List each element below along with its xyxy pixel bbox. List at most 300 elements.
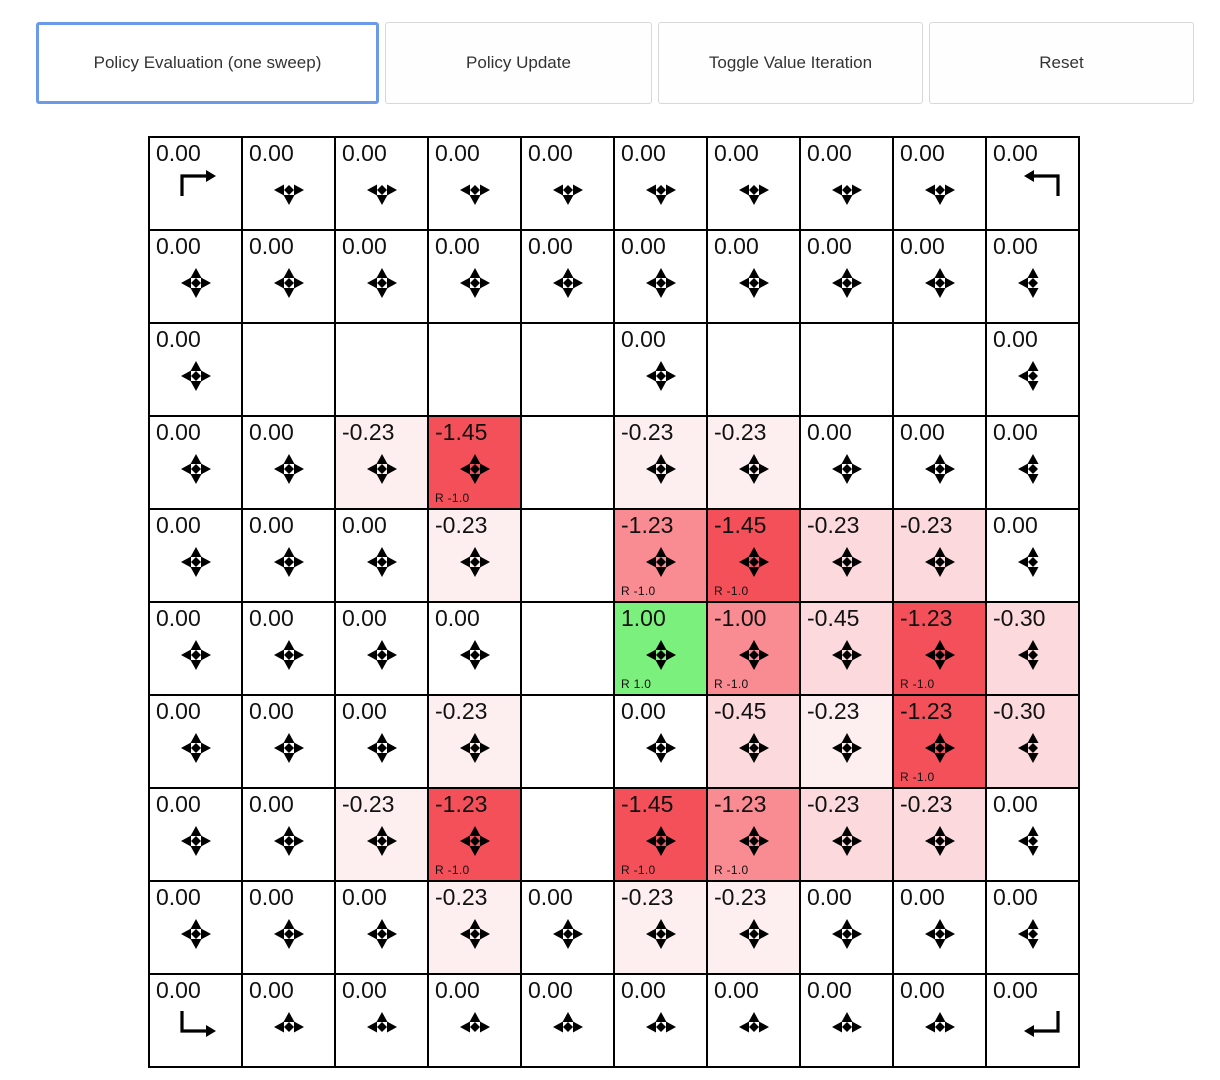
grid-cell[interactable] (149, 695, 242, 788)
policy-arrows-icon (615, 170, 706, 210)
grid-cell[interactable] (800, 230, 893, 323)
grid-row (149, 416, 1079, 509)
policy-arrows-icon (801, 263, 892, 303)
grid-cell-wall (428, 323, 521, 416)
grid-cell[interactable] (800, 416, 893, 509)
cell-value: 0.00 (621, 233, 666, 259)
grid-cell[interactable] (242, 974, 335, 1067)
grid-cell[interactable] (335, 137, 428, 230)
policy-arrows-icon (615, 1007, 706, 1047)
grid-cell[interactable] (800, 695, 893, 788)
cell-value: 0.00 (249, 233, 294, 259)
policy-arrows-icon (243, 821, 334, 861)
policy-arrows-icon (429, 449, 520, 489)
policy-arrows-icon (429, 914, 520, 954)
cell-reward-label: R -1.0 (900, 677, 935, 691)
cell-value: -0.23 (714, 419, 767, 445)
cell-value: 0.00 (900, 977, 945, 1003)
policy-arrows-icon (894, 728, 985, 768)
policy-arrows-icon (522, 263, 613, 303)
cell-value: 0.00 (156, 884, 201, 910)
policy-arrows-icon (894, 542, 985, 582)
grid-cell[interactable] (335, 602, 428, 695)
policy-arrows-icon (429, 1007, 520, 1047)
policy-arrows-icon (336, 1007, 427, 1047)
grid-cell[interactable] (800, 602, 893, 695)
grid-cell[interactable] (242, 788, 335, 881)
policy-update-button[interactable]: Policy Update (385, 22, 652, 104)
gridworld-grid (148, 136, 1080, 1068)
grid-cell[interactable] (986, 137, 1079, 230)
grid-cell[interactable] (614, 509, 707, 602)
grid-row (149, 602, 1079, 695)
policy-arrows-icon (150, 914, 241, 954)
cell-value: 0.00 (156, 326, 201, 352)
grid-cell[interactable] (614, 323, 707, 416)
grid-cell-wall (521, 416, 614, 509)
grid-cell[interactable] (614, 416, 707, 509)
grid-cell[interactable] (428, 137, 521, 230)
grid-cell-wall (521, 695, 614, 788)
policy-arrows-icon (987, 164, 1078, 208)
grid-cell[interactable] (986, 509, 1079, 602)
policy-arrows-icon (894, 914, 985, 954)
grid-cell[interactable] (149, 974, 242, 1067)
grid-cell[interactable] (149, 509, 242, 602)
grid-row (149, 509, 1079, 602)
policy-arrows-icon (429, 170, 520, 210)
policy-arrows-icon (708, 821, 799, 861)
grid-cell[interactable] (335, 974, 428, 1067)
cell-value: 0.00 (807, 977, 852, 1003)
policy-arrows-icon (243, 170, 334, 210)
cell-reward-label: R -1.0 (714, 584, 749, 598)
grid-cell[interactable] (893, 974, 986, 1067)
policy-arrows-icon (615, 542, 706, 582)
policy-arrows-icon (615, 263, 706, 303)
grid-cell[interactable] (149, 323, 242, 416)
policy-arrows-icon (708, 1007, 799, 1047)
grid-cell[interactable] (707, 881, 800, 974)
cell-value: 0.00 (435, 140, 480, 166)
grid-cell[interactable] (335, 788, 428, 881)
cell-value: 0.00 (993, 791, 1038, 817)
grid-row (149, 695, 1079, 788)
policy-arrows-icon (336, 914, 427, 954)
policy-arrows-icon (894, 1007, 985, 1047)
cell-value: 0.00 (528, 233, 573, 259)
policy-arrows-icon (429, 263, 520, 303)
grid-cell[interactable] (521, 137, 614, 230)
grid-cell-wall (521, 602, 614, 695)
cell-value: 0.00 (156, 977, 201, 1003)
grid-cell-wall (521, 788, 614, 881)
policy-arrows-icon (894, 263, 985, 303)
cell-value: -1.45 (714, 512, 767, 538)
cell-value: 0.00 (249, 977, 294, 1003)
cell-value: -0.23 (342, 791, 395, 817)
cell-value: 0.00 (342, 884, 387, 910)
cell-value: 0.00 (993, 419, 1038, 445)
grid-cell[interactable] (521, 230, 614, 323)
policy-arrows-icon (615, 356, 706, 396)
grid-cell[interactable] (893, 509, 986, 602)
policy-arrows-icon (150, 728, 241, 768)
cell-value: 0.00 (528, 884, 573, 910)
grid-cell[interactable] (149, 881, 242, 974)
policy-arrows-icon (429, 635, 520, 675)
cell-value: -1.23 (621, 512, 674, 538)
grid-cell[interactable] (521, 881, 614, 974)
cell-value: -1.00 (714, 605, 767, 631)
policy-arrows-icon (801, 914, 892, 954)
cell-reward-label: R -1.0 (435, 491, 470, 505)
cell-value: -0.23 (900, 512, 953, 538)
policy-arrows-icon (150, 449, 241, 489)
grid-cell[interactable] (707, 509, 800, 602)
policy-arrows-icon (801, 1007, 892, 1047)
cell-value: 0.00 (900, 140, 945, 166)
grid-cell[interactable] (707, 230, 800, 323)
policy-arrows-icon (894, 170, 985, 210)
cell-value: -0.23 (621, 419, 674, 445)
cell-value: 0.00 (249, 140, 294, 166)
cell-value: 0.00 (342, 512, 387, 538)
cell-reward-label: R -1.0 (621, 584, 656, 598)
grid-cell[interactable] (986, 695, 1079, 788)
cell-value: -0.23 (435, 512, 488, 538)
cell-value: -0.23 (621, 884, 674, 910)
cell-value: 0.00 (156, 605, 201, 631)
cell-value: -0.30 (993, 605, 1046, 631)
policy-arrows-icon (708, 542, 799, 582)
grid-cell[interactable] (614, 695, 707, 788)
cell-value: 0.00 (156, 140, 201, 166)
policy-arrows-icon (708, 914, 799, 954)
policy-arrows-icon (522, 1007, 613, 1047)
policy-arrows-icon (336, 170, 427, 210)
cell-value: 0.00 (435, 605, 480, 631)
cell-value: 0.00 (528, 977, 573, 1003)
policy-arrows-icon (243, 1007, 334, 1047)
policy-arrows-icon (243, 542, 334, 582)
cell-reward-label: R -1.0 (714, 863, 749, 877)
cell-value: 0.00 (342, 233, 387, 259)
grid-cell[interactable] (614, 881, 707, 974)
grid-cell[interactable] (242, 602, 335, 695)
cell-value: 0.00 (807, 233, 852, 259)
policy-evaluation-button[interactable]: Policy Evaluation (one sweep) (36, 22, 379, 104)
policy-arrows-icon (894, 449, 985, 489)
policy-arrows-icon (243, 263, 334, 303)
policy-arrows-icon (336, 263, 427, 303)
cell-value: 0.00 (993, 140, 1038, 166)
grid-cell[interactable] (335, 416, 428, 509)
cell-value: 0.00 (156, 233, 201, 259)
cell-value: 0.00 (342, 605, 387, 631)
cell-value: 0.00 (993, 326, 1038, 352)
grid-cell[interactable] (614, 602, 707, 695)
policy-arrows-icon (801, 542, 892, 582)
grid-cell[interactable] (242, 695, 335, 788)
grid-cell[interactable] (335, 695, 428, 788)
grid-cell[interactable] (149, 230, 242, 323)
grid-cell[interactable] (242, 509, 335, 602)
policy-arrows-icon (522, 170, 613, 210)
policy-arrows-icon (150, 263, 241, 303)
grid-cell[interactable] (800, 137, 893, 230)
policy-arrows-icon (801, 728, 892, 768)
policy-arrows-icon (987, 821, 1078, 861)
grid-row (149, 881, 1079, 974)
cell-value: -0.23 (807, 512, 860, 538)
grid-cell[interactable] (893, 695, 986, 788)
cell-reward-label: R -1.0 (900, 770, 935, 784)
cell-value: 0.00 (435, 233, 480, 259)
cell-value: 0.00 (156, 698, 201, 724)
cell-value: -1.23 (435, 791, 488, 817)
cell-value: 0.00 (156, 791, 201, 817)
policy-arrows-icon (987, 449, 1078, 489)
grid-cell[interactable] (986, 881, 1079, 974)
cell-value: 0.00 (156, 419, 201, 445)
cell-value: -0.45 (714, 698, 767, 724)
grid-cell[interactable] (800, 509, 893, 602)
policy-arrows-icon (429, 728, 520, 768)
grid-cell[interactable] (707, 416, 800, 509)
policy-arrows-icon (708, 170, 799, 210)
policy-arrows-icon (987, 728, 1078, 768)
policy-arrows-icon (150, 821, 241, 861)
cell-value: 0.00 (621, 977, 666, 1003)
cell-value: -1.23 (900, 605, 953, 631)
grid-cell[interactable] (893, 602, 986, 695)
grid-cell[interactable] (428, 509, 521, 602)
grid-cell[interactable] (707, 602, 800, 695)
policy-arrows-icon (708, 263, 799, 303)
policy-arrows-icon (987, 635, 1078, 675)
cell-value: 0.00 (528, 140, 573, 166)
cell-value: 0.00 (993, 884, 1038, 910)
grid-cell[interactable] (335, 230, 428, 323)
grid-cell-wall (242, 323, 335, 416)
cell-value: -0.23 (435, 698, 488, 724)
cell-value: 0.00 (342, 977, 387, 1003)
policy-arrows-icon (801, 635, 892, 675)
policy-arrows-icon (336, 542, 427, 582)
cell-value: -0.23 (900, 791, 953, 817)
grid-row (149, 137, 1079, 230)
cell-value: -1.23 (900, 698, 953, 724)
cell-value: 0.00 (249, 884, 294, 910)
policy-arrows-icon (429, 542, 520, 582)
grid-cell[interactable] (893, 881, 986, 974)
cell-value: 0.00 (249, 512, 294, 538)
cell-value: -0.23 (807, 791, 860, 817)
grid-cell[interactable] (242, 230, 335, 323)
cell-value: -0.23 (807, 698, 860, 724)
cell-value: 0.00 (807, 419, 852, 445)
grid-cell-wall (335, 323, 428, 416)
policy-arrows-icon (150, 356, 241, 396)
policy-arrows-icon (336, 635, 427, 675)
policy-arrows-icon (801, 821, 892, 861)
grid-cell[interactable] (242, 137, 335, 230)
grid-cell[interactable] (428, 974, 521, 1067)
cell-value: 0.00 (435, 977, 480, 1003)
policy-arrows-icon (708, 728, 799, 768)
grid-cell[interactable] (428, 695, 521, 788)
policy-arrows-icon (615, 821, 706, 861)
policy-arrows-icon (615, 635, 706, 675)
cell-value: 0.00 (900, 884, 945, 910)
policy-arrows-icon (336, 449, 427, 489)
policy-arrows-icon (243, 728, 334, 768)
cell-value: -0.23 (342, 419, 395, 445)
grid-cell[interactable] (986, 602, 1079, 695)
grid-cell[interactable] (428, 230, 521, 323)
cell-reward-label: R -1.0 (435, 863, 470, 877)
cell-value: 0.00 (249, 419, 294, 445)
policy-arrows-icon (243, 449, 334, 489)
policy-arrows-icon (801, 170, 892, 210)
grid-cell[interactable] (893, 416, 986, 509)
cell-value: 1.00 (621, 605, 666, 631)
cell-value: -1.23 (714, 791, 767, 817)
cell-value: 0.00 (714, 977, 759, 1003)
grid-cell[interactable] (614, 788, 707, 881)
policy-arrows-icon (243, 635, 334, 675)
policy-arrows-icon (615, 728, 706, 768)
policy-arrows-icon (987, 914, 1078, 954)
grid-cell[interactable] (800, 881, 893, 974)
grid-cell[interactable] (242, 416, 335, 509)
grid-cell[interactable] (707, 137, 800, 230)
cell-value: 0.00 (621, 326, 666, 352)
grid-cell[interactable] (893, 230, 986, 323)
cell-value: 0.00 (342, 698, 387, 724)
grid-cell[interactable] (707, 974, 800, 1067)
grid-row (149, 788, 1079, 881)
cell-value: -0.23 (435, 884, 488, 910)
grid-cell-wall (521, 509, 614, 602)
grid-cell[interactable] (707, 788, 800, 881)
cell-reward-label: R 1.0 (621, 677, 652, 691)
grid-row (149, 323, 1079, 416)
grid-row (149, 974, 1079, 1067)
cell-value: 0.00 (714, 233, 759, 259)
grid-cell[interactable] (149, 137, 242, 230)
toolbar (36, 22, 1194, 104)
grid-cell-wall (707, 323, 800, 416)
policy-arrows-icon (336, 821, 427, 861)
policy-arrows-icon (894, 821, 985, 861)
grid-cell[interactable] (521, 974, 614, 1067)
grid-cell[interactable] (986, 416, 1079, 509)
grid-cell[interactable] (149, 602, 242, 695)
grid-cell[interactable] (800, 974, 893, 1067)
cell-value: 0.00 (156, 512, 201, 538)
policy-arrows-icon (150, 635, 241, 675)
policy-arrows-icon (429, 821, 520, 861)
grid-cell[interactable] (986, 788, 1079, 881)
policy-arrows-icon (243, 914, 334, 954)
policy-arrows-icon (987, 542, 1078, 582)
policy-arrows-icon (336, 728, 427, 768)
grid-cell[interactable] (335, 881, 428, 974)
grid-cell[interactable] (707, 695, 800, 788)
cell-value: 0.00 (249, 605, 294, 631)
cell-value: -1.45 (621, 791, 674, 817)
toggle-value-iteration-button[interactable]: Toggle Value Iteration (658, 22, 923, 104)
grid-cell[interactable] (893, 788, 986, 881)
reset-button[interactable]: Reset (929, 22, 1194, 104)
cell-value: 0.00 (621, 140, 666, 166)
cell-value: -0.23 (714, 884, 767, 910)
grid-cell-wall (893, 323, 986, 416)
grid-cell[interactable] (614, 137, 707, 230)
cell-reward-label: R -1.0 (714, 677, 749, 691)
cell-value: 0.00 (993, 977, 1038, 1003)
cell-value: 0.00 (900, 233, 945, 259)
grid-cell[interactable] (428, 416, 521, 509)
grid-cell[interactable] (614, 230, 707, 323)
policy-arrows-icon (150, 164, 241, 208)
policy-arrows-icon (150, 1001, 241, 1045)
grid-cell[interactable] (986, 974, 1079, 1067)
grid-cell[interactable] (428, 788, 521, 881)
cell-value: -1.45 (435, 419, 488, 445)
grid-cell[interactable] (800, 788, 893, 881)
cell-value: -0.30 (993, 698, 1046, 724)
policy-arrows-icon (615, 914, 706, 954)
cell-value: 0.00 (807, 884, 852, 910)
policy-arrows-icon (894, 635, 985, 675)
grid-cell-wall (521, 323, 614, 416)
grid-cell[interactable] (614, 974, 707, 1067)
grid-cell[interactable] (986, 230, 1079, 323)
policy-arrows-icon (708, 635, 799, 675)
grid-cell[interactable] (986, 323, 1079, 416)
policy-arrows-icon (987, 263, 1078, 303)
grid-cell[interactable] (893, 137, 986, 230)
cell-value: 0.00 (993, 512, 1038, 538)
grid-cell[interactable] (149, 416, 242, 509)
cell-value: 0.00 (342, 140, 387, 166)
policy-arrows-icon (987, 1001, 1078, 1045)
cell-value: 0.00 (714, 140, 759, 166)
grid-cell[interactable] (335, 509, 428, 602)
grid-cell[interactable] (149, 788, 242, 881)
grid-cell[interactable] (428, 602, 521, 695)
grid-table[interactable] (148, 136, 1080, 1068)
cell-value: 0.00 (900, 419, 945, 445)
cell-value: 0.00 (249, 791, 294, 817)
cell-value: -0.45 (807, 605, 860, 631)
cell-value: 0.00 (807, 140, 852, 166)
policy-arrows-icon (801, 449, 892, 489)
cell-value: 0.00 (621, 698, 666, 724)
grid-cell[interactable] (242, 881, 335, 974)
policy-arrows-icon (708, 449, 799, 489)
grid-cell[interactable] (428, 881, 521, 974)
grid-row (149, 230, 1079, 323)
policy-arrows-icon (150, 542, 241, 582)
cell-value: 0.00 (993, 233, 1038, 259)
policy-arrows-icon (615, 449, 706, 489)
policy-arrows-icon (522, 914, 613, 954)
policy-arrows-icon (987, 356, 1078, 396)
